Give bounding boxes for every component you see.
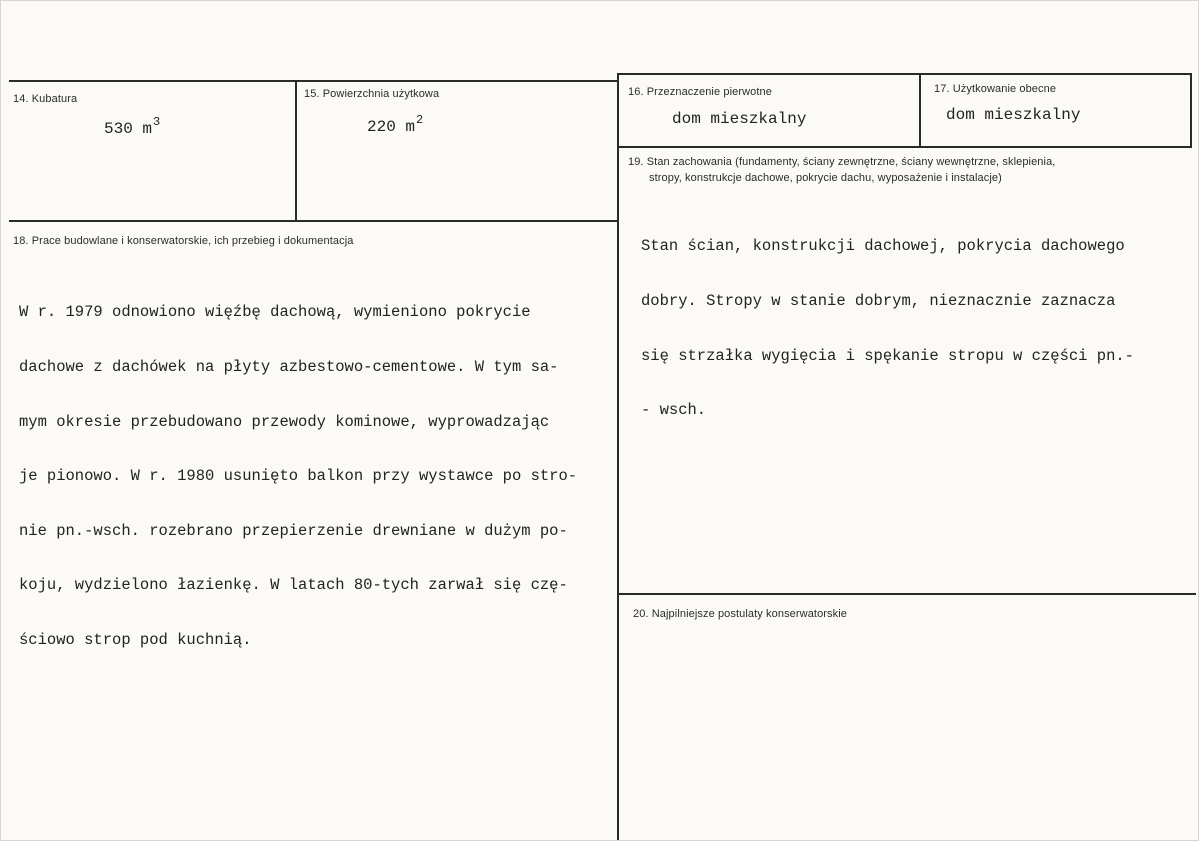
rule-top <box>9 80 618 82</box>
rule-v-center <box>617 73 619 840</box>
value-exponent: 2 <box>416 113 424 127</box>
field-value: dom mieszkalny <box>672 110 807 128</box>
text-line: dachowe z dachówek na płyty azbestowo-cementowe. W tym sa- <box>19 358 559 377</box>
text-line: Stan ścian, konstrukcji dachowej, pokrycia dachowego <box>641 237 1125 256</box>
text-line: - wsch. <box>641 401 707 420</box>
text-line: się strzałka wygięcia i spękanie stropu w części pn.- <box>641 346 1134 365</box>
text-line: koju, wydzielono łazienkę. W latach 80-tych zarwał się czę- <box>19 576 568 595</box>
field-value <box>104 115 160 138</box>
text-line: nie pn.-wsch. rozebrano przepierzenie drewniane w dużym po- <box>19 521 568 540</box>
rule-v-14-15 <box>295 80 297 222</box>
text-line: mym okresie przebudowano przewody kominowe, wyprowadzając <box>19 412 550 431</box>
value-exponent: 3 <box>153 115 161 129</box>
rule-v-right <box>1190 73 1192 148</box>
text-line: je pionowo. W r. 1980 usunięto balkon przy wystawce po stro- <box>19 467 578 486</box>
rule-mid-left <box>9 220 618 222</box>
field-label: 17. Użytkowanie obecne <box>934 83 1057 95</box>
text-line: W r. 1979 odnowiono więźbę dachową, wymieniono pokrycie <box>19 303 531 322</box>
rule-lower-right <box>618 593 1196 595</box>
field-label: 15. Powierzchnia użytkowa <box>304 88 440 100</box>
typed-text-block <box>19 267 577 686</box>
field-label: 20. Najpilniejsze postulaty konserwatorskie <box>633 608 848 620</box>
text-line: dobry. Stropy w stanie dobrym, nieznacznie zaznacza <box>641 292 1116 311</box>
value-text: 530 m <box>104 120 153 138</box>
field-label: 16. Przeznaczenie pierwotne <box>628 86 772 98</box>
rule-mid-right <box>618 146 1192 148</box>
text-line: ściowo strop pod kuchnią. <box>19 631 252 650</box>
field-value: dom mieszkalny <box>946 106 1081 124</box>
value-text: 220 m <box>367 118 416 136</box>
field-label-line1: 19. Stan zachowania (fundamenty, ściany zewnętrzne, ściany wewnętrzne, sklepienia, <box>628 156 1056 168</box>
rule-top-right <box>618 73 1192 75</box>
rule-v-16-17 <box>919 73 921 148</box>
typed-text-block <box>641 201 1134 456</box>
field-value <box>367 113 423 136</box>
field-label-line2: stropy, konstrukcje dachowe, pokrycie dachu, wyposażenie i instalacje) <box>649 172 1002 184</box>
field-label: 18. Prace budowlane i konserwatorskie, ich przebieg i dokumentacja <box>13 235 354 247</box>
field-label: 14. Kubatura <box>13 93 78 105</box>
